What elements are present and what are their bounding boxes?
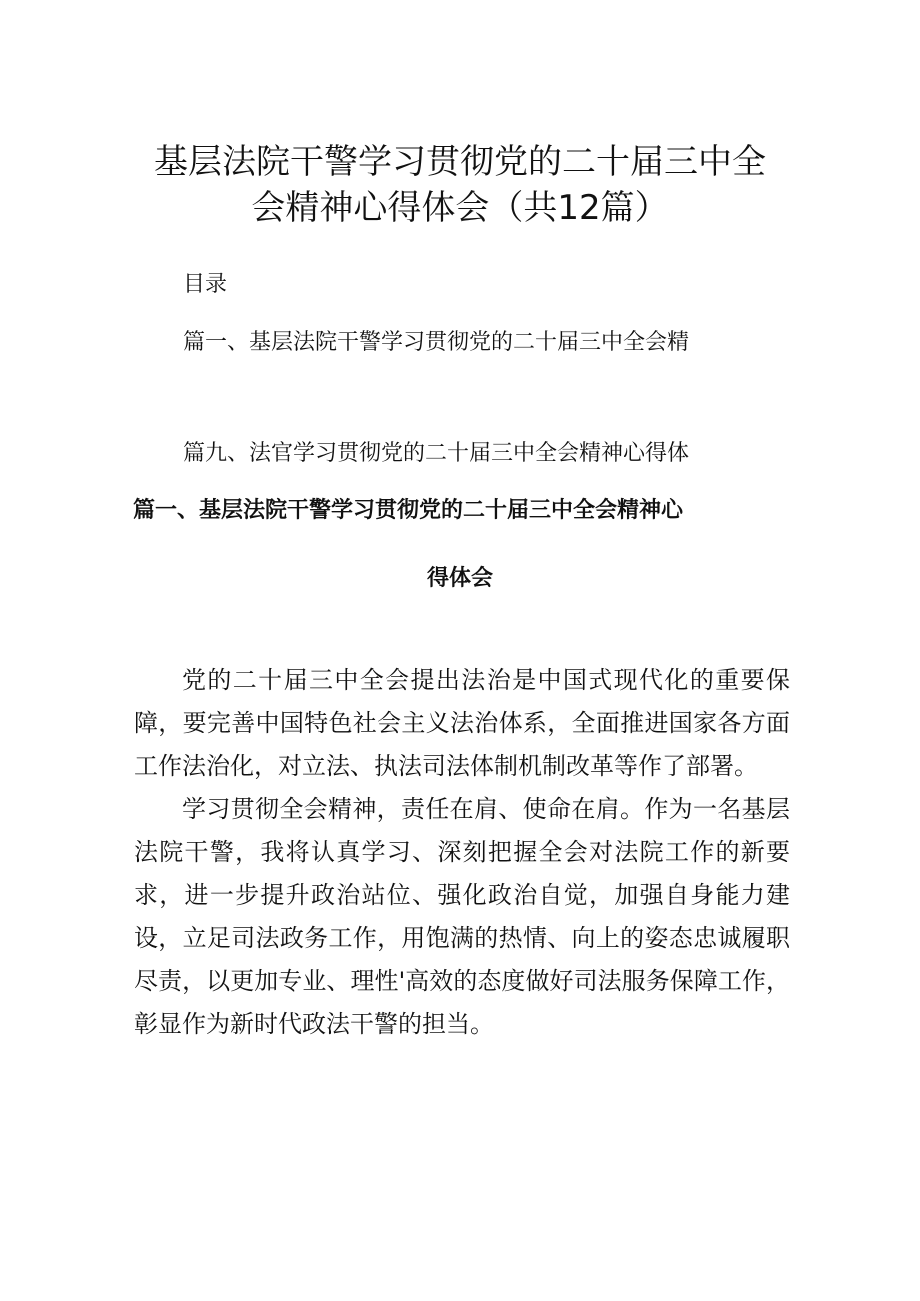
section-title-line-1: 篇一、基层法院干警学习贯彻党的二十届三中全会精神心 [133,498,684,523]
section-title-line-2: 得体会 [426,566,493,591]
toc-item: 篇一、基层法院干警学习贯彻党的二十届三中全会精 [183,330,690,355]
toc-item: 篇九、法官学习贯彻党的二十届三中全会精神心得体 [183,441,690,466]
document-title-line-1: 基层法院干警学习贯彻党的二十届三中全 [154,142,766,182]
body-paragraph: 党的二十届三中全会提出法治是中国式现代化的重要保障，要完善中国特色社会主义法治体系，全面推进国家各方面工作法治化，对立法、执法司法体制机制改革等作了部署。 [134,666,790,780]
body-paragraph: 学习贯彻全会精神，责任在肩、使命在肩。作为一名基层法院干警，我将认真学习、深刻把握全会对法院工作的新要求，进一步提升政治站位、强化政治自觉，加强自身能力建设，立足司法政务工作，用饱满的热情、向上的姿态忠诚履职尽责，以更加专业、理性'高效的态度做好司法服务保障工作，彰显作为新时代政法干警的担当。 [134,795,790,1038]
toc-heading: 目录 [183,272,228,297]
document-title-line-2: 会精神心得体会（共12篇） [251,188,669,228]
